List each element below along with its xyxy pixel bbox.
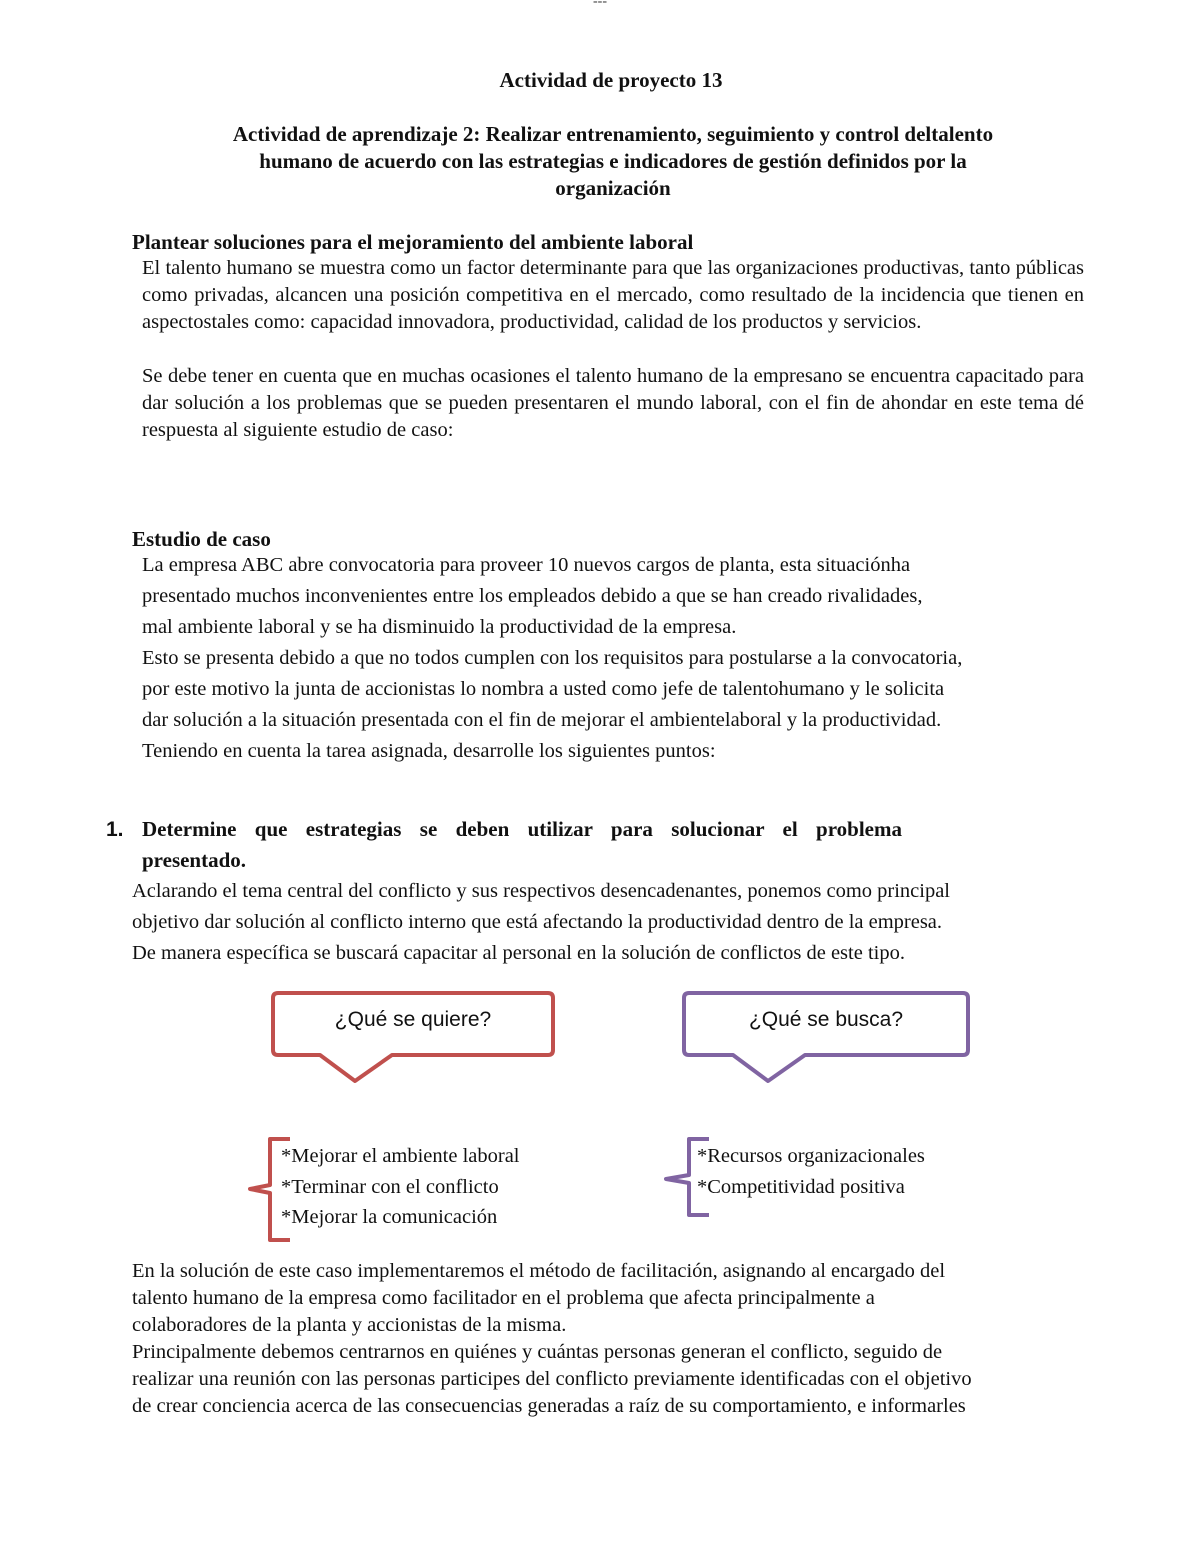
case-line: Teniendo en cuenta la tarea asignada, desarrolle los siguientes puntos:	[142, 740, 716, 762]
closing-line: colaboradores de la planta y accionistas de la misma.	[132, 1314, 567, 1336]
question-line: Determine que estrategias se deben utilizar para solucionar el problema	[142, 817, 902, 841]
speech-bubble-left	[273, 993, 553, 1081]
document-title: Actividad de proyecto 13	[499, 68, 723, 92]
paragraph: El talento humano se muestra como un factor determinante para que las organizaciones productivas, tanto públicas como privadas, alcancen una posición competitiva en el mercado, como resultado de la incidencia que tienen en aspectostales como: capacidad innovadora, productividad, calidad de los productos y servicios.	[142, 257, 1084, 333]
left-list	[281, 1141, 520, 1233]
case-line: Esto se presenta debido a que no todos cumplen con los requisitos para postularse a la convocatoria,	[142, 647, 963, 669]
closing-line: talento humano de la empresa como facilitador en el problema que afecta principalmente a	[132, 1287, 875, 1309]
closing-body	[132, 1258, 1112, 1420]
section-heading-case-study: Estudio de caso	[132, 527, 271, 551]
subtitle-line: humano de acuerdo con las estrategias e indicadores de gestión definidos por la	[259, 149, 967, 173]
paragraph: Se debe tener en cuenta que en muchas ocasiones el talento humano de la empresano se encuentra capacitado para dar solución a los problemas que se pueden presentaren el mundo laboral, con el fin de ahondar en este tema dé respuesta al siguiente estudio de caso:	[142, 365, 1084, 441]
answer-line: Aclarando el tema central del conflicto y sus respectivos desencadenantes, ponemos como principal	[132, 880, 950, 902]
question-number: 1.	[106, 818, 124, 841]
case-line: dar solución a la situación presentada con el fin de mejorar el ambientelaboral y la productividad.	[142, 709, 942, 731]
top-mark: ---	[593, 0, 607, 9]
question-line: presentado.	[142, 848, 247, 872]
right-list	[697, 1141, 925, 1202]
case-line: por este motivo la junta de accionistas lo nombra a usted como jefe de talentohumano y le solicita	[142, 678, 945, 700]
bubble-label-right: ¿Qué se busca?	[748, 1008, 904, 1031]
list-item: *Competitividad positiva	[697, 1175, 905, 1198]
closing-line: de crear conciencia acerca de las consecuencias generadas a raíz de su comportamiento, e informarles	[132, 1395, 966, 1417]
list-item: *Mejorar el ambiente laboral	[281, 1145, 520, 1167]
case-line: mal ambiente laboral y se ha disminuido la productividad de la empresa.	[142, 616, 737, 638]
list-item: *Mejorar la comunicación	[281, 1206, 498, 1228]
closing-line: Principalmente debemos centrarnos en quiénes y cuántas personas generan el conflicto, seguido de	[132, 1341, 943, 1363]
list-item: *Terminar con el conflicto	[281, 1175, 499, 1198]
closing-line: En la solución de este caso implementaremos el método de facilitación, asignando al encargado del	[132, 1260, 946, 1282]
section-heading-solutions: Plantear soluciones para el mejoramiento del ambiente laboral	[132, 230, 694, 254]
answer-line: objetivo dar solución al conflicto interno que está afectando la productividad dentro de la empresa.	[132, 911, 943, 933]
case-line: presentado muchos inconvenientes entre los empleados debido a que se han creado rivalidades,	[142, 585, 923, 607]
bubble-label-left: ¿Qué se quiere?	[334, 1008, 492, 1031]
list-item: *Recursos organizacionales	[697, 1145, 925, 1167]
closing-line: realizar una reunión con las personas participes del conflicto previamente identificadas con el objetivo	[132, 1368, 972, 1390]
subtitle-line: Actividad de aprendizaje 2: Realizar entrenamiento, seguimiento y control deltalento	[232, 122, 994, 146]
speech-bubble-right	[684, 993, 968, 1081]
case-line: La empresa ABC abre convocatoria para proveer 10 nuevos cargos de planta, esta situaciónha	[142, 554, 911, 576]
subtitle-line: organización	[555, 176, 671, 200]
answer-line: De manera específica se buscará capacitar al personal en la solución de conflictos de este tipo.	[132, 942, 905, 964]
